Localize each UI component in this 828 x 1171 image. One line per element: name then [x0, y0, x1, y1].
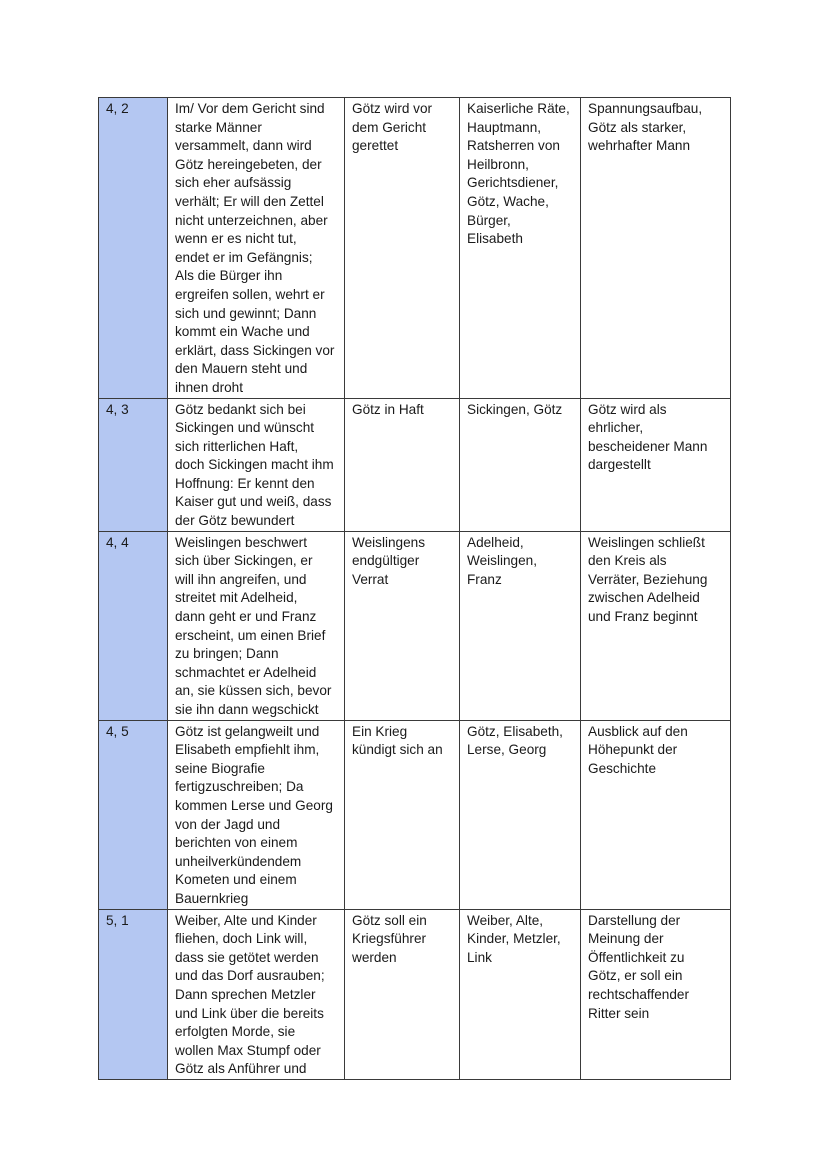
- scene-number-cell: 4, 4: [99, 531, 168, 720]
- table-row: [99, 531, 731, 720]
- function-cell: Darstellung der Meinung der Öffentlichkeit zu Götz, er soll ein rechtschaffender Ritter sein: [581, 909, 731, 1079]
- title-cell: Götz soll ein Kriegsführer werden: [345, 909, 460, 1079]
- title-cell: Ein Krieg kündigt sich an: [345, 720, 460, 909]
- table-row: [99, 98, 731, 399]
- scene-number-cell: 5, 1: [99, 909, 168, 1079]
- function-cell: Ausblick auf den Höhepunkt der Geschichte: [581, 720, 731, 909]
- characters-cell: Kaiserliche Räte, Hauptmann, Ratsherren von Heilbronn, Gerichtsdiener, Götz, Wache, Bürger, Elisabeth: [460, 98, 581, 399]
- table-row: [99, 720, 731, 909]
- scene-table: [98, 97, 731, 1080]
- content-cell: Weiber, Alte und Kinder fliehen, doch Link will, dass sie getötet werden und das Dorf ausrauben; Dann sprechen Metzler und Link über die bereits erfolgten Morde, sie wollen Max Stumpf oder Götz als Anführer und: [168, 909, 345, 1079]
- characters-cell: Sickingen, Götz: [460, 398, 581, 531]
- content-cell: Im/ Vor dem Gericht sind starke Männer versammelt, dann wird Götz hereingebeten, der sich eher aufsässig verhält; Er will den Zettel nicht unterzeichnen, aber wenn er es nicht tut, endet er im Gefängnis; Als die Bürger ihn ergreifen sollen, wehrt er sich und gewinnt; Dann kommt ein Wache und erklärt, dass Sickingen vor den Mauern steht und ihnen droht: [168, 98, 345, 399]
- function-cell: Weislingen schließt den Kreis als Verräter, Beziehung zwischen Adelheid und Franz beginnt: [581, 531, 731, 720]
- characters-cell: Weiber, Alte, Kinder, Metzler, Link: [460, 909, 581, 1079]
- scene-number-cell: 4, 2: [99, 98, 168, 399]
- table-row: [99, 398, 731, 531]
- table-row: [99, 909, 731, 1079]
- title-cell: Götz wird vor dem Gericht gerettet: [345, 98, 460, 399]
- title-cell: Götz in Haft: [345, 398, 460, 531]
- content-cell: Götz ist gelangweilt und Elisabeth empfiehlt ihm, seine Biografie fertigzuschreiben; Da kommen Lerse und Georg von der Jagd und berichten von einem unheilverkündendem Kometen und einem Bauernkrieg: [168, 720, 345, 909]
- content-cell: Götz bedankt sich bei Sickingen und wünscht sich ritterlichen Haft, doch Sickingen macht ihm Hoffnung: Er kennt den Kaiser gut und weiß, dass der Götz bewundert: [168, 398, 345, 531]
- characters-cell: Adelheid, Weislingen, Franz: [460, 531, 581, 720]
- content-cell: Weislingen beschwert sich über Sickingen, er will ihn angreifen, und streitet mit Adelheid, dann geht er und Franz erscheint, um einen Brief zu bringen; Dann schmachtet er Adelheid an, sie küssen sich, bevor sie ihn dann wegschickt: [168, 531, 345, 720]
- scene-number-cell: 4, 5: [99, 720, 168, 909]
- function-cell: Spannungsaufbau, Götz als starker, wehrhafter Mann: [581, 98, 731, 399]
- scene-number-cell: 4, 3: [99, 398, 168, 531]
- title-cell: Weislingens endgültiger Verrat: [345, 531, 460, 720]
- function-cell: Götz wird als ehrlicher, bescheidener Mann dargestellt: [581, 398, 731, 531]
- characters-cell: Götz, Elisabeth, Lerse, Georg: [460, 720, 581, 909]
